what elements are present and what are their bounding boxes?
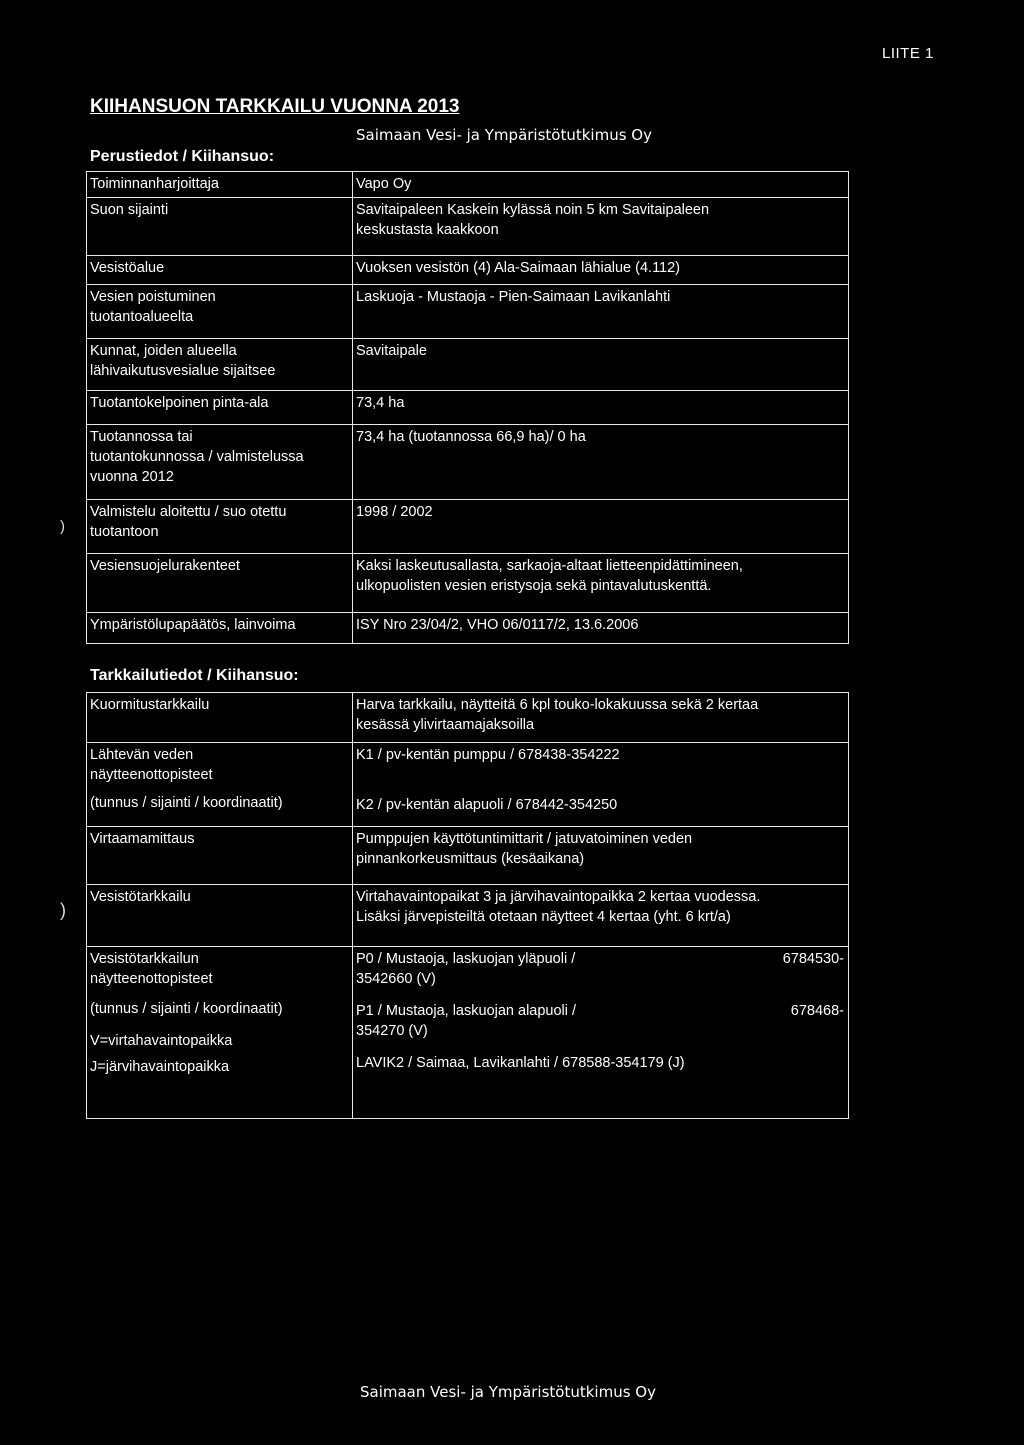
- row-label: Kunnat, joiden alueella lähivaikutusvesialue sijaitsee: [87, 339, 353, 391]
- table-row: [87, 613, 849, 644]
- row-value: 73,4 ha: [353, 391, 849, 425]
- row-value: Virtahavaintopaikat 3 ja järvihavaintopaikka 2 kertaa vuodessa. Lisäksi järvepisteiltä otetaan näytteet 4 kertaa (yht. 6 krt/a): [353, 885, 849, 947]
- basic-info-heading: Perustiedot / Kiihansuo:: [90, 148, 275, 165]
- table-row: [87, 198, 849, 256]
- row-value: Savitaipale: [353, 339, 849, 391]
- basic-info-table: [86, 171, 849, 644]
- table-row: [87, 256, 849, 285]
- table-row: [87, 172, 849, 198]
- row-value: Vuoksen vesistön (4) Ala-Saimaan lähialue (4.112): [353, 256, 849, 285]
- row-label: Vesistötarkkailun näytteenottopisteet (tunnus / sijainti / koordinaatit) V=virtahavaintopaikka J=järvihavaintopaikka: [87, 947, 353, 1119]
- point-p0-coordinate: 6784530-: [782, 951, 844, 967]
- table-row: [87, 339, 849, 391]
- table-row: [87, 425, 849, 500]
- row-label: Tuotannossa tai tuotantokunnossa / valmistelussa vuonna 2012: [87, 425, 353, 500]
- point-p1: P1 / Mustaoja, laskuojan alapuoli /: [356, 1003, 577, 1019]
- monitoring-info-table: [86, 692, 849, 1119]
- table-row: [87, 500, 849, 554]
- row-label: Tuotantokelpoinen pinta-ala: [87, 391, 353, 425]
- row-value: 1998 / 2002: [353, 500, 849, 554]
- row-label: Lähtevän veden näytteenottopisteet (tunnus / sijainti / koordinaatit): [87, 743, 353, 827]
- row-value: Harva tarkkailu, näytteitä 6 kpl touko-lokakuussa sekä 2 kertaa kesässä ylivirtaamajaksoilla: [353, 693, 849, 743]
- row-label: Valmistelu aloitettu / suo otettu tuotantoon: [87, 500, 353, 554]
- point-p1-coordinate: 678468-: [790, 1003, 844, 1019]
- table-row: [87, 285, 849, 339]
- table-row-water-points: [87, 947, 849, 1119]
- row-label: Toiminnanharjoittaja: [87, 172, 353, 198]
- point-lavik2: LAVIK2 / Saimaa, Lavikanlahti / 678588-354179 (J): [356, 1055, 685, 1071]
- row-value: K1 / pv-kentän pumppu / 678438-354222 K2 / pv-kentän alapuoli / 678442-354250: [353, 743, 849, 827]
- row-value: Kaksi laskeutusallasta, sarkaoja-altaat lietteenpidättimineen, ulkopuolisten vesien eristysoja sekä pintavalutuskenttä.: [353, 554, 849, 613]
- row-value: 73,4 ha (tuotannossa 66,9 ha)/ 0 ha: [353, 425, 849, 500]
- row-value: ISY Nro 23/04/2, VHO 06/0117/2, 13.6.2006: [353, 613, 849, 644]
- table-row-load-monitoring: [87, 693, 849, 743]
- table-row-outflow-points: [87, 743, 849, 827]
- point-p0: P0 / Mustaoja, laskuojan yläpuoli /: [356, 951, 576, 967]
- table-row: [87, 391, 849, 425]
- margin-mark: ): [60, 518, 65, 535]
- row-value: Laskuoja - Mustaoja - Pien-Saimaan Lavikanlahti: [353, 285, 849, 339]
- row-value: Pumppujen käyttötuntimittarit / jatuvatoiminen veden pinnankorkeusmittaus (kesäaikana): [353, 827, 849, 885]
- row-value: Vapo Oy: [353, 172, 849, 198]
- row-value: Savitaipaleen Kaskein kylässä noin 5 km Savitaipaleen keskustasta kaakkoon: [353, 198, 849, 256]
- margin-mark: ): [60, 900, 66, 920]
- page-title: KIIHANSUON TARKKAILU VUONNA 2013: [90, 96, 460, 117]
- row-label: Vesistöalue: [87, 256, 353, 285]
- row-label: Kuormitustarkkailu: [87, 693, 353, 743]
- row-label: Ympäristölupapäätös, lainvoima: [87, 613, 353, 644]
- organization-header: Saimaan Vesi- ja Ympäristötutkimus Oy: [356, 126, 652, 144]
- table-row-water-monitoring: [87, 885, 849, 947]
- row-label: Vesistötarkkailu: [87, 885, 353, 947]
- appendix-label: LIITE 1: [882, 45, 934, 62]
- table-row-flow-measurement: [87, 827, 849, 885]
- row-label: Vesiensuojelurakenteet: [87, 554, 353, 613]
- table-row: [87, 554, 849, 613]
- organization-footer: Saimaan Vesi- ja Ympäristötutkimus Oy: [360, 1383, 656, 1401]
- row-label: Suon sijainti: [87, 198, 353, 256]
- row-label: Vesien poistuminen tuotantoalueelta: [87, 285, 353, 339]
- monitoring-info-heading: Tarkkailutiedot / Kiihansuo:: [90, 667, 299, 684]
- row-value: P0 / Mustaoja, laskuojan yläpuoli / 6784530- 3542660 (V) P1 / Mustaoja, laskuojan alapuoli / 678468- 354270 (V) LAVIK2 / Saimaa, Lavikanlahti / 678588-354179 (J): [353, 947, 849, 1119]
- row-label: Virtaamamittaus: [87, 827, 353, 885]
